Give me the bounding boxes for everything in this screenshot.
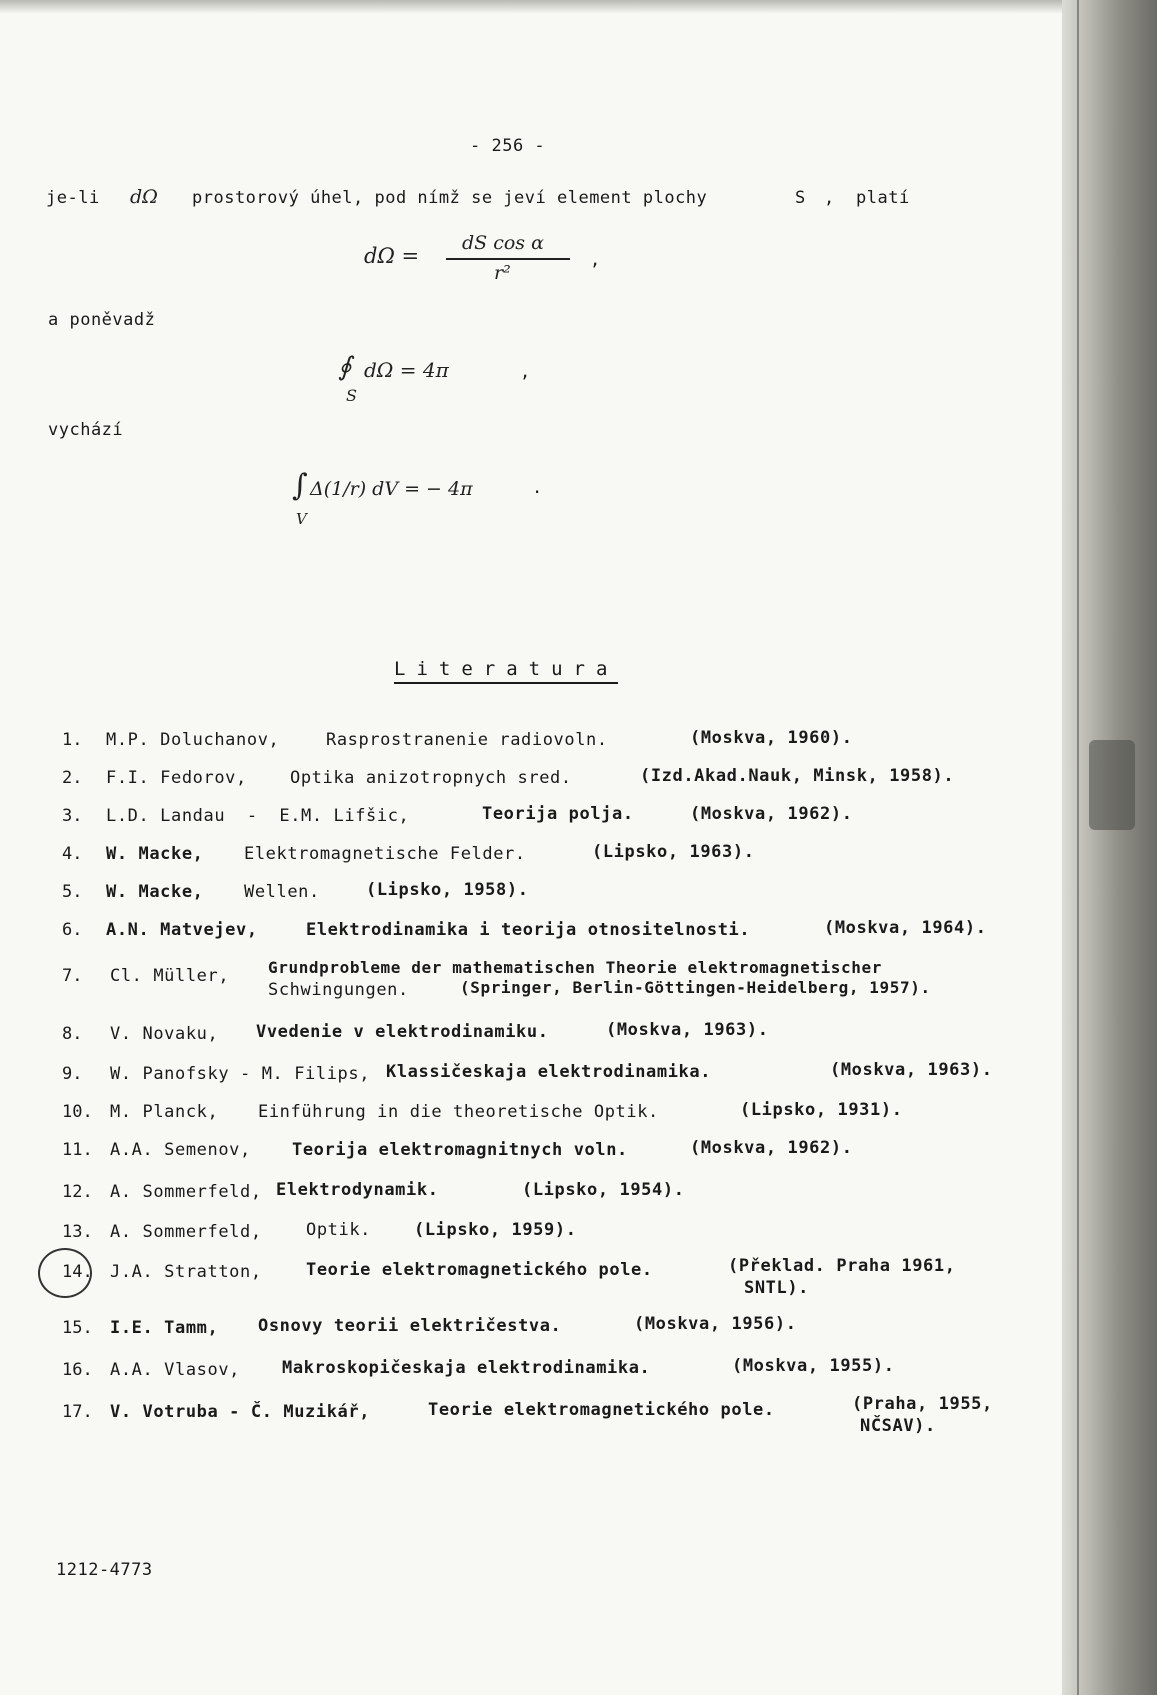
ref-author: M. Planck, <box>110 1102 219 1122</box>
ref-number: 12. <box>62 1182 93 1202</box>
ref-number: 3. <box>62 806 83 826</box>
eq1-denominator: r² <box>494 262 511 284</box>
ref-author: A. Sommerfeld, <box>110 1182 262 1202</box>
ref-title: Einführung in die theoretische Optik. <box>258 1102 659 1122</box>
ref-author: F.I. Fedorov, <box>106 768 247 788</box>
ref-author: A.N. Matvejev, <box>106 920 258 940</box>
ref-author: V. Votruba - Č. Muzikář, <box>110 1402 371 1422</box>
ref-number: 13. <box>62 1222 93 1242</box>
ref-title: Teorie elektromagnetického pole. <box>428 1400 775 1420</box>
ref-number: 2. <box>62 768 83 788</box>
ref-number: 10. <box>62 1102 93 1122</box>
ref-publication: (Lipsko, 1931). <box>740 1100 903 1120</box>
ref-author: A.A. Vlasov, <box>110 1360 241 1380</box>
ref-publication-continued: SNTL). <box>744 1278 810 1298</box>
ref-publication: (Moskva, 1955). <box>732 1356 895 1376</box>
ref-author: V. Novaku, <box>110 1024 219 1044</box>
page-number: - 256 - <box>470 136 546 156</box>
ref-publication: (Praha, 1955, <box>852 1394 993 1414</box>
eq1-lhs: dΩ = <box>364 244 420 268</box>
ref-author: L.D. Landau - E.M. Lifšic, <box>106 806 410 826</box>
eq3-integral: ∫ <box>292 468 308 503</box>
ref-author: I.E. Tamm, <box>110 1318 219 1338</box>
ref-author: W. Panofsky - M. Filips, <box>110 1064 371 1084</box>
ref-title: Vvedenie v elektrodinamiku. <box>256 1022 549 1042</box>
ref-author: A.A. Semenov, <box>110 1140 251 1160</box>
eq3-sub: V <box>296 510 307 528</box>
binding-crease <box>1077 0 1079 1695</box>
ref-number: 5. <box>62 882 83 902</box>
ref-author: Cl. Müller, <box>110 966 230 986</box>
ref-title: Elektromagnetische Felder. <box>244 844 526 864</box>
ref-title: Teorija elektromagnitnych voln. <box>292 1140 628 1160</box>
ref-number: 16. <box>62 1360 93 1380</box>
ref-number: 17. <box>62 1402 93 1422</box>
ref-publication: (Moskva, 1956). <box>634 1314 797 1334</box>
eq2-sub: S <box>346 386 357 405</box>
eq3-trail: . <box>532 478 543 498</box>
ref-publication: (Izd.Akad.Nauk, Minsk, 1958). <box>640 766 955 786</box>
intro-var: S <box>795 188 806 208</box>
eq1-trail: , <box>590 250 601 270</box>
ref-title: Osnovy teorii električestva. <box>258 1316 562 1336</box>
ref-title: Optik. <box>306 1220 372 1240</box>
eq1-fraction-line <box>446 258 570 260</box>
intro-symbol: dΩ <box>130 186 158 208</box>
ref-number: 11. <box>62 1140 93 1160</box>
ref-publication: (Moskva, 1962). <box>690 1138 853 1158</box>
ref-title: Makroskopičeskaja elektrodinamika. <box>282 1358 651 1378</box>
ref-publication: (Moskva, 1963). <box>830 1060 993 1080</box>
eq2-body: dΩ = 4π <box>364 358 449 382</box>
conjunction-1: a poněvadž <box>48 310 156 330</box>
ref-number: 8. <box>62 1024 83 1044</box>
ref-title: Rasprostranenie radiovoln. <box>326 730 608 750</box>
ref-publication-continued: NČSAV). <box>860 1416 936 1436</box>
ref-publication: (Moskva, 1962). <box>690 804 853 824</box>
ref-publication: (Lipsko, 1958). <box>366 880 529 900</box>
ref-publication: (Lipsko, 1959). <box>414 1220 577 1240</box>
ref-author: W. Macke, <box>106 844 204 864</box>
ref-author: J.A. Stratton, <box>110 1262 262 1282</box>
ref-number: 1. <box>62 730 83 750</box>
eq1-numerator: dS cos α <box>462 232 544 254</box>
ref-title: Elektrodinamika i teorija otnositelnosti. <box>306 920 751 940</box>
intro-text-2: prostorový úhel, pod nímž se jeví element plochy <box>192 188 708 208</box>
ref-title: Grundprobleme der mathematischen Theorie elektromagnetischer <box>268 958 882 977</box>
ref-number: 4. <box>62 844 83 864</box>
binding-tab-mark <box>1089 740 1135 830</box>
scan-top-shade <box>0 0 1157 14</box>
eq2-integral: ∮ <box>338 352 352 382</box>
ref-number: 7. <box>62 966 83 986</box>
ref-publication: (Lipsko, 1963). <box>592 842 755 862</box>
ref-publication: (Springer, Berlin-Göttingen-Heidelberg, 1957). <box>460 978 931 997</box>
ref-number: 15. <box>62 1318 93 1338</box>
ref-title: Elektrodynamik. <box>276 1180 439 1200</box>
ref-title: Klassičeskaja elektrodinamika. <box>386 1062 712 1082</box>
conjunction-2: vychází <box>48 420 124 440</box>
intro-text-1: je-li <box>46 188 100 208</box>
ref-publication: (Překlad. Praha 1961, <box>728 1256 956 1276</box>
ref-title: Teorie elektromagnetického pole. <box>306 1260 653 1280</box>
ref-author: W. Macke, <box>106 882 204 902</box>
footer-code: 1212-4773 <box>56 1560 153 1580</box>
ref-title-continued: Schwingungen. <box>268 980 409 1000</box>
ref-publication: (Moskva, 1963). <box>606 1020 769 1040</box>
ref-author: M.P. Doluchanov, <box>106 730 280 750</box>
ref-number: 14. <box>62 1262 93 1282</box>
ref-publication: (Moskva, 1960). <box>690 728 853 748</box>
intro-comma: , <box>824 188 835 208</box>
ref-title: Optika anizotropnych sred. <box>290 768 572 788</box>
ref-author: A. Sommerfeld, <box>110 1222 262 1242</box>
ref-title: Wellen. <box>244 882 320 902</box>
eq3-body: Δ(1/r) dV = − 4π <box>310 478 473 500</box>
eq2-trail: , <box>520 362 531 382</box>
ref-publication: (Moskva, 1964). <box>824 918 987 938</box>
ref-title: Teorija polja. <box>482 804 634 824</box>
ref-publication: (Lipsko, 1954). <box>522 1180 685 1200</box>
intro-text-3: platí <box>856 188 910 208</box>
literature-heading: Literatura <box>394 658 618 684</box>
ref-number: 9. <box>62 1064 83 1084</box>
ref-number: 6. <box>62 920 83 940</box>
